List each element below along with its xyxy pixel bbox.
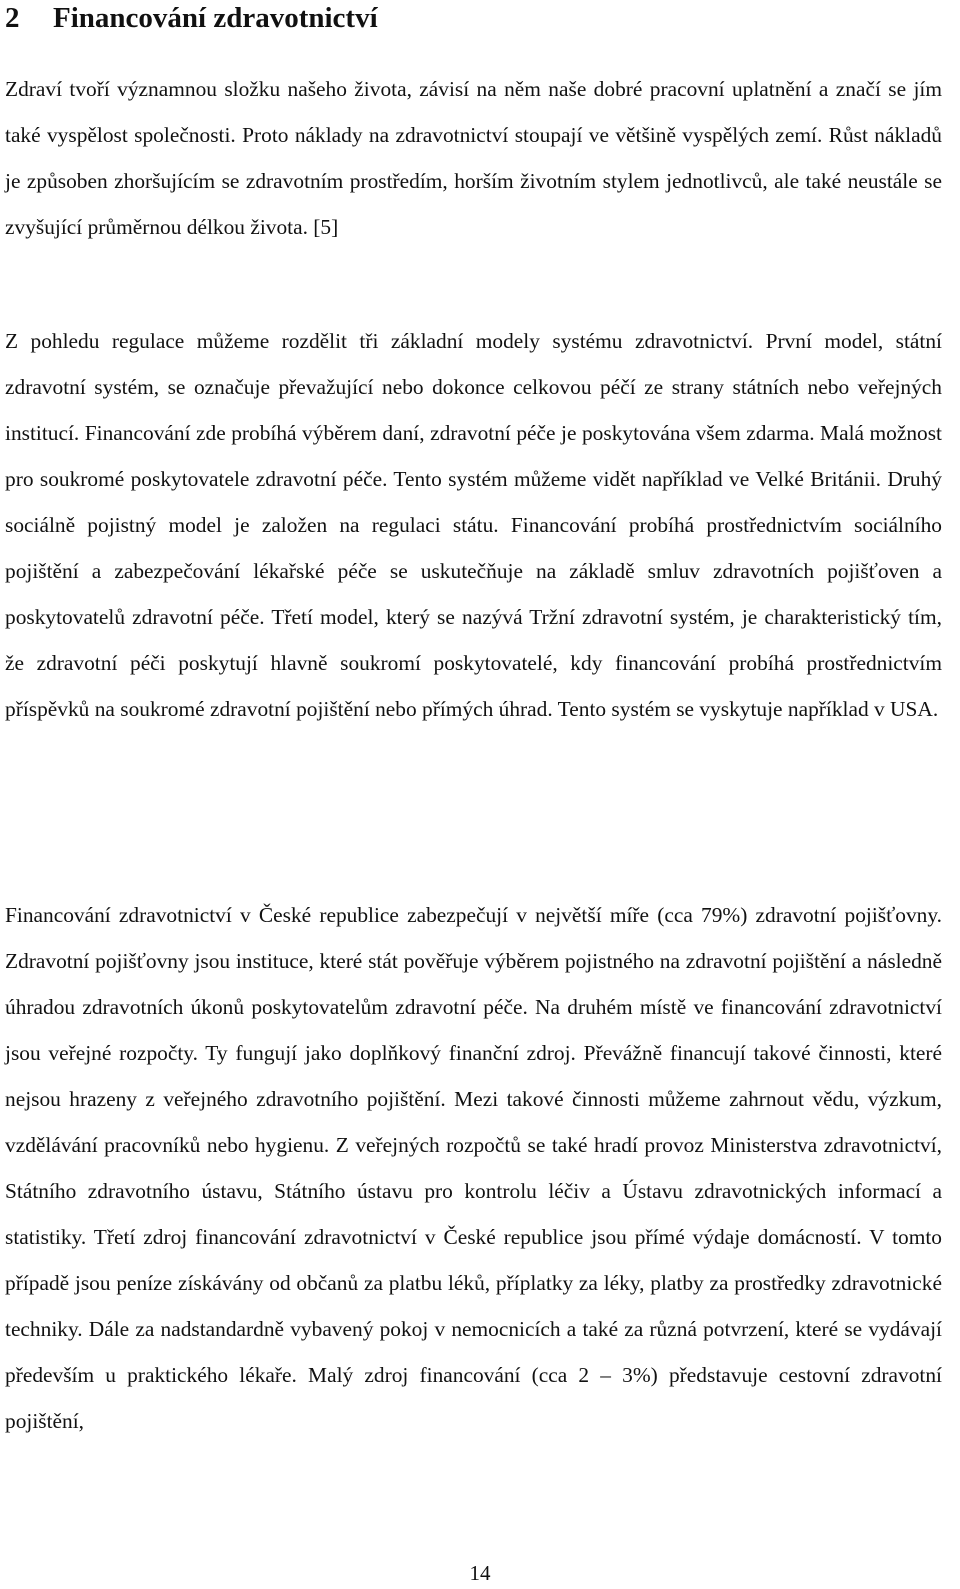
chapter-heading	[5, 0, 378, 36]
paragraph: Z pohledu regulace můžeme rozdělit tři základní modely systému zdravotnictví. První model, státní zdravotní systém, se označuje převažující nebo dokonce celkovou péčí ze strany státních nebo veřejných institucí. Financování zde probíhá výběrem daní, zdravotní péče je poskytována všem zdarma. Malá možnost pro soukromé poskytovatele zdravotní péče. Tento systém můžeme vidět například ve Velké Británii. Druhý sociálně pojistný model je založen na regulaci státu. Financování probíhá prostřednictvím sociálního pojištění a zabezpečování lékařské péče se uskutečňuje na základě smluv zdravotních pojišťoven a poskytovatelů zdravotní péče. Třetí model, který se nazývá Tržní zdravotní systém, je charakteristický tím, že zdravotní péči poskytují hlavně soukromí poskytovatelé, kdy financování probíhá prostřednictvím příspěvků na soukromé zdravotní pojištění nebo přímých úhrad. Tento systém se vyskytuje například v USA.	[5, 329, 942, 721]
chapter-title: Financování zdravotnictví	[53, 2, 378, 34]
paragraph: Zdraví tvoří významnou složku našeho života, závisí na něm naše dobré pracovní uplatnění a značí se jím také vyspělost společnosti. Proto náklady na zdravotnictví stoupají ve většině vyspělých zemí. Růst nákladů je způsoben zhoršujícím se zdravotním prostředím, horším životním stylem jednotlivců, ale také neustále se zvyšující průměrnou délkou života. [5]	[5, 77, 942, 239]
chapter-number: 2	[5, 2, 20, 34]
paragraph: Financování zdravotnictví v České republice zabezpečují v největší míře (cca 79%) zdravotní pojišťovny. Zdravotní pojišťovny jsou instituce, které stát pověřuje výběrem pojistného na zdravotní pojištění a následně úhradou zdravotních úkonů poskytovatelům zdravotní péče. Na druhém místě ve financování zdravotnictví jsou veřejné rozpočty. Ty fungují jako doplňkový finanční zdroj. Převážně financují takové činnosti, které nejsou hrazeny z veřejného zdravotního pojištění. Mezi takové činnosti můžeme zahrnout vědu, výzkum, vzdělávání pracovníků nebo hygienu. Z veřejných rozpočtů se také hradí provoz Ministerstva zdravotnictví, Státního zdravotního ústavu, Státního ústavu pro kontrolu léčiv a Ústavu zdravotnických informací a statistiky. Třetí zdroj financování zdravotnictví v České republice jsou přímé výdaje domácností. V tomto případě jsou peníze získávány od občanů za platbu léků, příplatky za léky, platby za prostředky zdravotnické techniky. Dále za nadstandardně vybavený pokoj v nemocnicích a také za různá potvrzení, které se vydávají především u praktického lékaře. Malý zdroj financování (cca 2 – 3%) představuje cestovní zdravotní pojištění,	[5, 903, 942, 1433]
page-number: 14	[469, 1561, 491, 1585]
